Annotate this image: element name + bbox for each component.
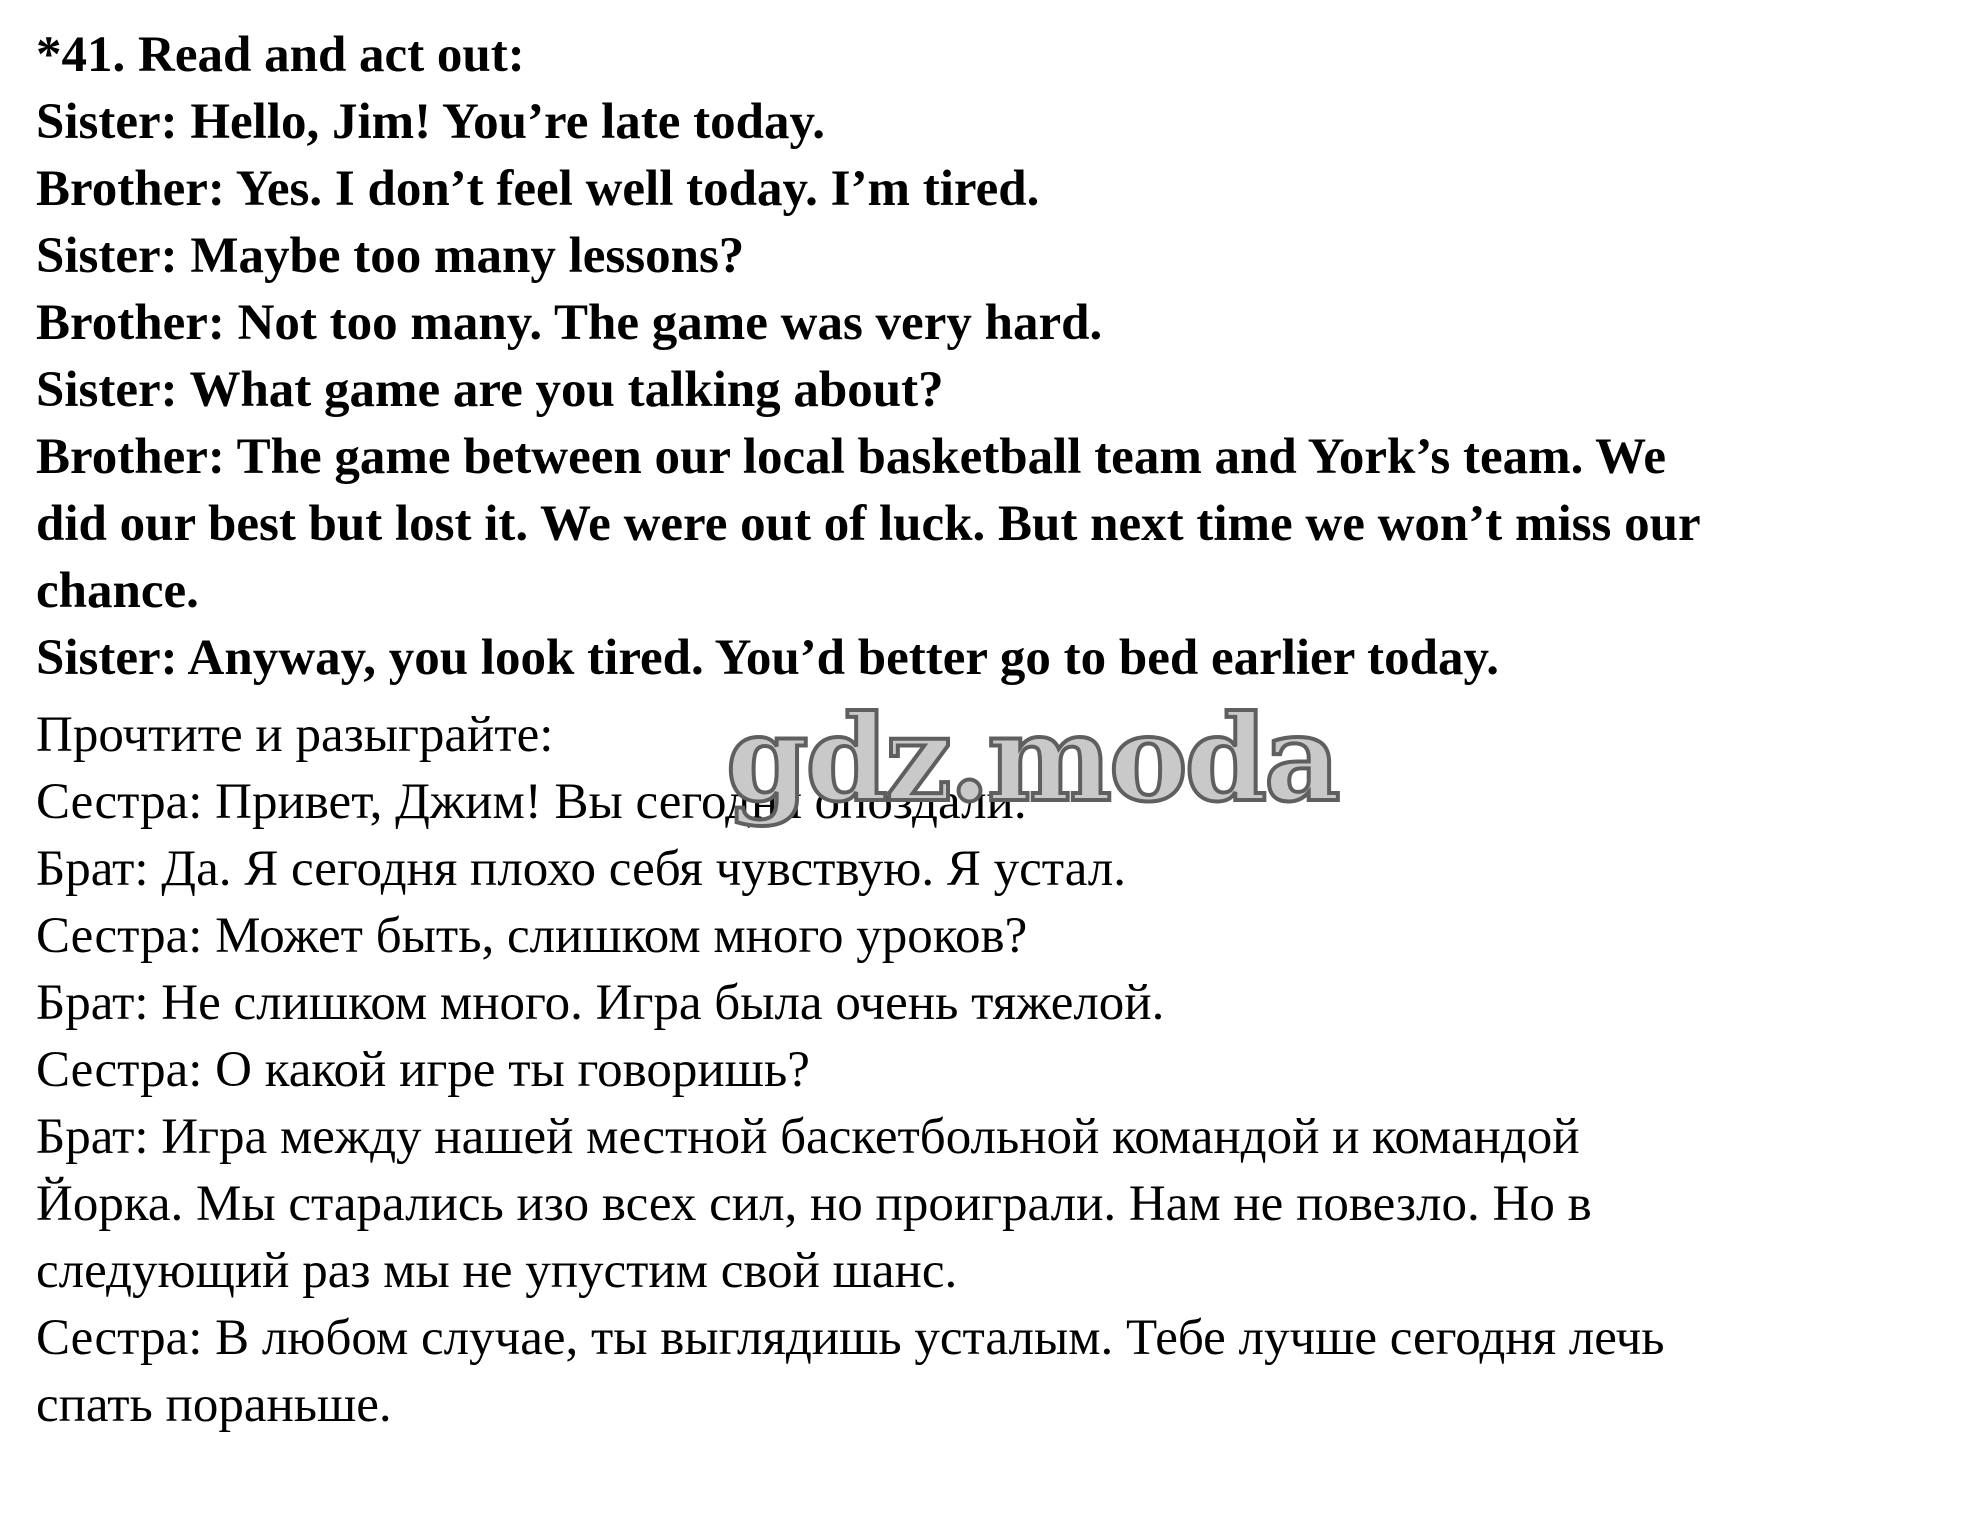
dialogue-line: chance.: [36, 563, 199, 619]
translation-line: Брат: Игра между нашей местной баскетбольной командой и командой: [36, 1109, 1580, 1165]
dialogue-line: Brother: Yes. I don’t feel well today. I’m tired.: [36, 161, 1040, 217]
translation-line: Сестра: В любом случае, ты выглядишь усталым. Тебе лучше сегодня лечь: [36, 1310, 1665, 1366]
dialogue-line: Sister: Hello, Jim! You’re late today.: [36, 94, 825, 150]
dialogue-line: Sister: Anyway, you look tired. You’d better go to bed earlier today.: [36, 630, 1499, 686]
dialogue-line: Brother: Not too many. The game was very hard.: [36, 295, 1103, 351]
watermark-logo: gdz.moda: [726, 689, 1338, 828]
dialogue-line: did our best but lost it. We were out of luck. But next time we won’t miss our: [36, 496, 1701, 552]
translation-line: Сестра: Может быть, слишком много уроков?: [36, 908, 1028, 964]
translation-line: Сестра: О какой игре ты говоришь?: [36, 1042, 810, 1098]
translation-line: следующий раз мы не упустим свой шанс.: [36, 1243, 958, 1299]
translation-heading: Прочтите и разыграйте:: [36, 707, 554, 763]
dialogue-line: Sister: What game are you talking about?: [36, 362, 944, 418]
translation-line: спать пораньше.: [36, 1377, 392, 1433]
english-dialogue: [36, 22, 1966, 692]
translation-line: Йорка. Мы старались изо всех сил, но проиграли. Нам не повезло. Но в: [36, 1176, 1592, 1232]
dialogue-line: Sister: Maybe too many lessons?: [36, 228, 745, 284]
exercise-heading: *41. Read and act out:: [36, 27, 525, 83]
dialogue-line: Brother: The game between our local basketball team and York’s team. We: [36, 429, 1667, 485]
translation-line: Брат: Да. Я сегодня плохо себя чувствую. Я устал.: [36, 841, 1126, 897]
translation-line: Брат: Не слишком много. Игра была очень тяжелой.: [36, 975, 1165, 1031]
translation-line: Сестра: Привет, Джим! Вы сегодня опоздали.: [36, 774, 1027, 830]
